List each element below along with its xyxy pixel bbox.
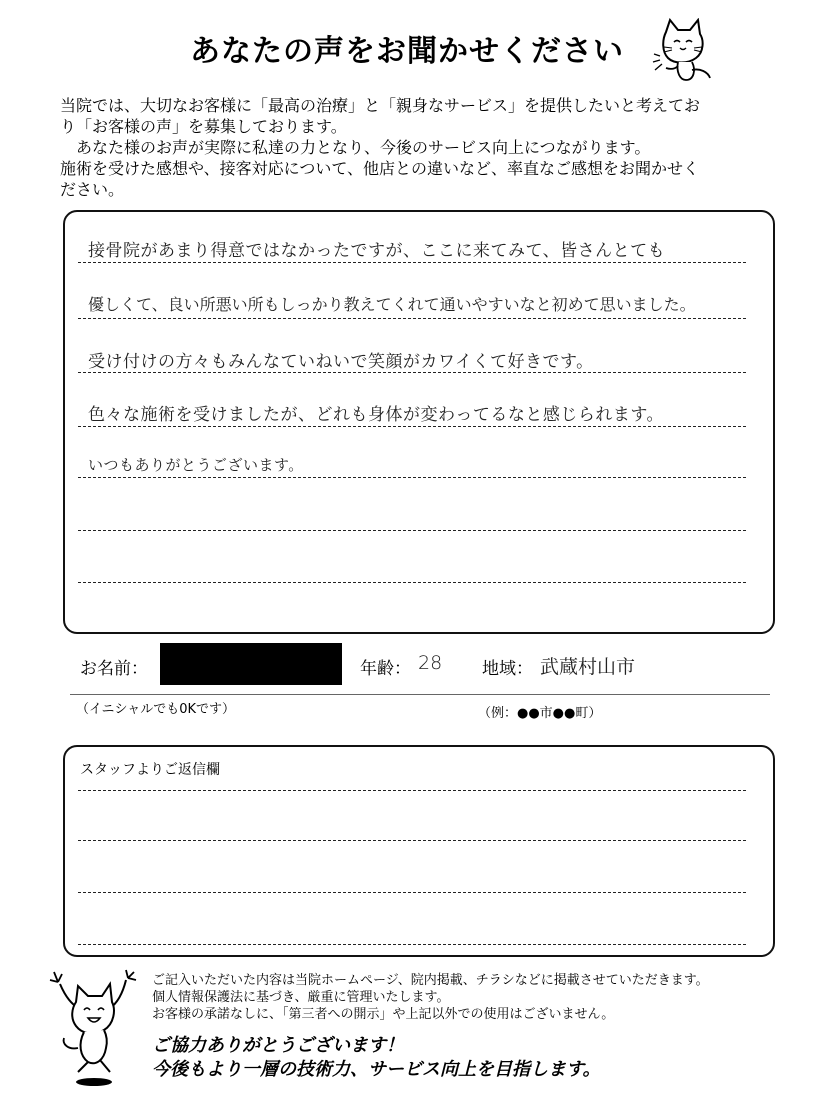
region-value: 武蔵村山市	[540, 656, 636, 678]
cat-mascot-jumping-icon	[48, 968, 148, 1088]
dashed-line	[78, 790, 746, 791]
dashed-line	[78, 840, 746, 841]
intro-line: り「お客様の声」を募集しております。	[60, 117, 347, 136]
closing-message	[152, 1034, 601, 1082]
dashed-line	[78, 477, 746, 478]
closing-line-1: ご協力ありがとうございます！	[152, 1035, 404, 1056]
name-underline	[70, 694, 770, 695]
closing-line-2: 今後もより一層の技術力、サービス向上を目指します。	[152, 1059, 601, 1080]
notice-text	[152, 972, 812, 1023]
region-label: 地域：	[482, 659, 533, 679]
intro-text	[60, 95, 780, 200]
name-label: お名前：	[80, 659, 148, 679]
feedback-line: 接骨院があまり得意ではなかったですが、ここに来てみて、皆さんとても	[88, 241, 666, 261]
dashed-line	[78, 530, 746, 531]
dashed-line	[78, 426, 746, 427]
name-hint: （イニシャルでも0Kです）	[76, 702, 236, 717]
intro-line: ださい。	[60, 180, 125, 199]
age-label: 年齢：	[360, 659, 411, 679]
age-value: 28	[418, 652, 443, 674]
intro-line: 当院では、大切なお客様に「最高の治療」と「親身なサービス」を提供したいと考えてお	[60, 96, 701, 115]
cat-mascot-icon	[652, 18, 714, 84]
notice-line: ご記入いただいた内容は当院ホームページ、院内掲載、チラシなどに掲載させていただきます。	[152, 973, 709, 988]
region-hint: （例：●●市●●町）	[478, 706, 602, 721]
redacted-name	[160, 643, 342, 685]
dashed-line	[78, 372, 746, 373]
notice-line: 個人情報保護法に基づき、厳重に管理いたします。	[152, 990, 450, 1005]
page-title: あなたの声をお聞かせください	[190, 34, 624, 69]
feedback-line: 受け付けの方々もみんなていねいで笑顔がカワイくて好きです。	[88, 352, 594, 372]
intro-line: 施術を受けた感想や、接客対応について、他店との違いなど、率直なご感想をお聞かせく	[60, 159, 700, 178]
intro-line: あなた様のお声が実際に私達の力となり、今後のサービス向上につながります。	[60, 138, 651, 157]
dashed-line	[78, 262, 746, 263]
dashed-line	[78, 582, 746, 583]
feedback-line: 優しくて、良い所悪い所もしっかり教えてくれて通いやすいなと初めて思いました。	[88, 295, 696, 314]
notice-line: お客様の承諾なしに、「第三者への開示」や上記以外での使用はございません。	[152, 1007, 615, 1022]
staff-reply-label: スタッフよりご返信欄	[80, 762, 220, 778]
dashed-line	[78, 944, 746, 945]
dashed-line	[78, 892, 746, 893]
feedback-line: 色々な施術を受けましたが、どれも身体が変わってるなと感じられます。	[88, 405, 664, 425]
dashed-line	[78, 318, 746, 319]
feedback-line: いつもありがとうございます。	[88, 456, 304, 474]
